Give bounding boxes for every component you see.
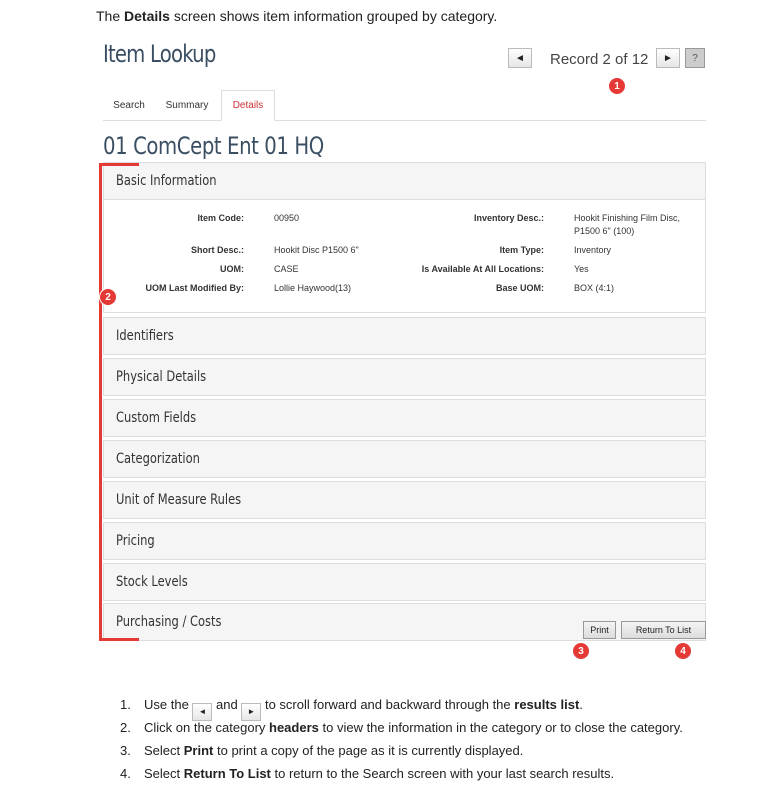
field-label: UOM: xyxy=(220,264,244,274)
section-pricing[interactable]: Pricing xyxy=(103,522,706,560)
callout-1: 1 xyxy=(609,78,625,94)
tab-details[interactable]: Details xyxy=(221,90,275,121)
basic-information-panel xyxy=(103,162,706,313)
callout-4: 4 xyxy=(675,643,691,659)
instruction-list xyxy=(120,697,683,789)
field-value: Lollie Haywood(13) xyxy=(274,283,352,293)
entity-title: 01 ComCept Ent 01 HQ xyxy=(103,132,324,160)
print-button[interactable]: Print xyxy=(583,621,616,639)
field-value: Inventory xyxy=(574,245,612,255)
list-item: 4. Select Return To List to return to the Search screen with your last search results. xyxy=(120,766,615,781)
list-item: 1. Use the ◄ and ► to scroll forward and backward through the results list. xyxy=(120,697,683,720)
callout-3: 3 xyxy=(573,643,589,659)
intro-text: The Details screen shows item information grouped by category. xyxy=(96,8,498,24)
field-label: Base UOM: xyxy=(495,283,544,293)
next-record-button[interactable]: ► xyxy=(656,48,680,68)
section-purchasing-costs[interactable]: Purchasing / Costs xyxy=(103,603,706,641)
field-value: Hookit Finishing Film Disc, P1500 6" (100) xyxy=(574,213,681,236)
record-counter: Record 2 of 12 xyxy=(550,51,649,68)
list-item: 3. Select Print to print a copy of the page as it is currently displayed. xyxy=(120,743,524,758)
section-identifiers[interactable]: Identifiers xyxy=(103,317,706,355)
previous-record-button[interactable]: ◄ xyxy=(508,48,532,68)
field-value: Yes xyxy=(574,264,589,274)
field-label: Item Type: xyxy=(499,245,544,255)
field-value: CASE xyxy=(274,264,299,274)
tab-summary[interactable]: Summary xyxy=(165,99,209,111)
basic-information-header[interactable]: Basic Information xyxy=(116,173,217,189)
field-value: 00950 xyxy=(274,213,300,223)
section-unit-of-measure-rules[interactable]: Unit of Measure Rules xyxy=(103,481,706,519)
section-custom-fields[interactable]: Custom Fields xyxy=(103,399,706,437)
basic-information-body xyxy=(104,199,705,312)
field-value: BOX (4:1) xyxy=(574,283,615,293)
page-title: Item Lookup xyxy=(103,40,216,68)
field-label: Is Available At All Locations: xyxy=(421,264,544,274)
list-item: 2. Click on the category headers to view the information in the category or to close the category. xyxy=(120,720,683,735)
section-stock-levels[interactable]: Stock Levels xyxy=(103,563,706,601)
next-arrow-icon: ► xyxy=(241,703,261,721)
section-categorization[interactable]: Categorization xyxy=(103,440,706,478)
tab-bar xyxy=(103,90,706,121)
tab-search[interactable]: Search xyxy=(113,99,145,111)
field-value: Hookit Disc P1500 6" xyxy=(274,245,359,255)
section-physical-details[interactable]: Physical Details xyxy=(103,358,706,396)
previous-arrow-icon: ◄ xyxy=(192,703,212,721)
field-label: Short Desc.: xyxy=(190,245,244,255)
help-button[interactable]: ? xyxy=(685,48,705,68)
category-bracket-annotation xyxy=(99,163,139,641)
field-label: Inventory Desc.: xyxy=(473,213,544,223)
return-to-list-button[interactable]: Return To List xyxy=(621,621,706,639)
field-label: Item Code: xyxy=(197,213,244,223)
callout-2: 2 xyxy=(100,289,116,305)
field-label: UOM Last Modified By: xyxy=(145,283,244,293)
